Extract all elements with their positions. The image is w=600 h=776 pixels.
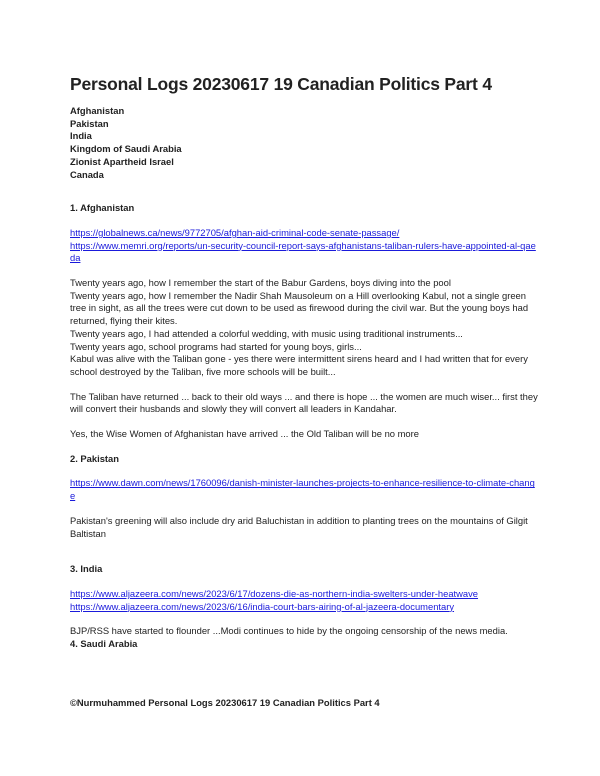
afghanistan-line-2: Twenty years ago, how I remember the Nadir Shah Mausoleum on a Hill overlooking Kabul, not a single green tree in sight, as all the trees were cut down to be used as firewood during the civil war. But the young boys had returned, flying their kites. <box>70 289 529 327</box>
pakistan-paragraph: Pakistan's greening will also include dry arid Baluchistan in addition to planting trees on the mountains of Gilgit Baltistan <box>70 514 528 539</box>
india-paragraph: BJP/RSS have started to flounder ...Modi continues to hide by the ongoing censorship of the news media. <box>70 625 508 637</box>
toc-item-israel: Zionist Apartheid Israel <box>70 155 174 167</box>
document-title: Personal Logs 20230617 19 Canadian Politics Part 4 <box>70 74 492 94</box>
afghanistan-line-1: Twenty years ago, how I remember the start of the Babur Gardens, boys diving into the pool <box>70 277 451 289</box>
section-heading-pakistan: 2. Pakistan <box>70 452 119 464</box>
afghanistan-paragraph-3: Yes, the Wise Women of Afghanistan have arrived ... the Old Taliban will be no more <box>70 428 419 440</box>
table-of-contents <box>70 105 540 181</box>
afghanistan-line-4: Twenty years ago, school programs had started for young boys, girls... <box>70 340 362 352</box>
toc-item-afghanistan: Afghanistan <box>70 105 125 116</box>
section-heading-india: 3. India <box>70 563 103 575</box>
toc-item-india: India <box>70 130 92 142</box>
link-dawn[interactable]: https://www.dawn.com/news/1760096/danish-minister-launches-projects-to-enhance-resilience-to-climate-change <box>70 477 535 502</box>
afghanistan-line-5: Kabul was alive with the Taliban gone - yes there were intermittent sirens heard and I had written that for every school destroyed by the Taliban, five more schools will be built... <box>70 353 528 377</box>
document-footer: ©Nurmuhammed Personal Logs 20230617 19 Canadian Politics Part 4 <box>70 697 380 708</box>
afghanistan-paragraph-1 <box>70 277 540 379</box>
section-heading-saudi-arabia: 4. Saudi Arabia <box>70 638 138 650</box>
afghanistan-line-3: Twenty years ago, I had attended a colorful wedding, with music using traditional instruments... <box>70 327 463 339</box>
document-body <box>70 74 540 651</box>
toc-item-saudi-arabia: Kingdom of Saudi Arabia <box>70 143 182 155</box>
toc-item-pakistan: Pakistan <box>70 117 109 129</box>
link-globalnews[interactable]: https://globalnews.ca/news/9772705/afghan-aid-criminal-code-senate-passage/ <box>70 226 400 238</box>
section-heading-afghanistan: 1. Afghanistan <box>70 202 135 214</box>
link-aljazeera-documentary[interactable]: https://www.aljazeera.com/news/2023/6/16/india-court-bars-airing-of-al-jazeera-documentary <box>70 600 455 612</box>
link-memri[interactable]: https://www.memri.org/reports/un-security-council-report-says-afghanistans-taliban-rulers-have-appointed-al-qaeda <box>70 239 536 264</box>
toc-item-canada: Canada <box>70 168 104 180</box>
link-aljazeera-heatwave[interactable]: https://www.aljazeera.com/news/2023/6/17/dozens-die-as-northern-india-swelters-under-heatwave <box>70 587 479 599</box>
afghanistan-paragraph-2: The Taliban have returned ... back to their old ways ... and there is hope ... the women are much wiser... first they will convert their husbands and slowly they will convert all leaders in Kandahar. <box>70 390 538 415</box>
